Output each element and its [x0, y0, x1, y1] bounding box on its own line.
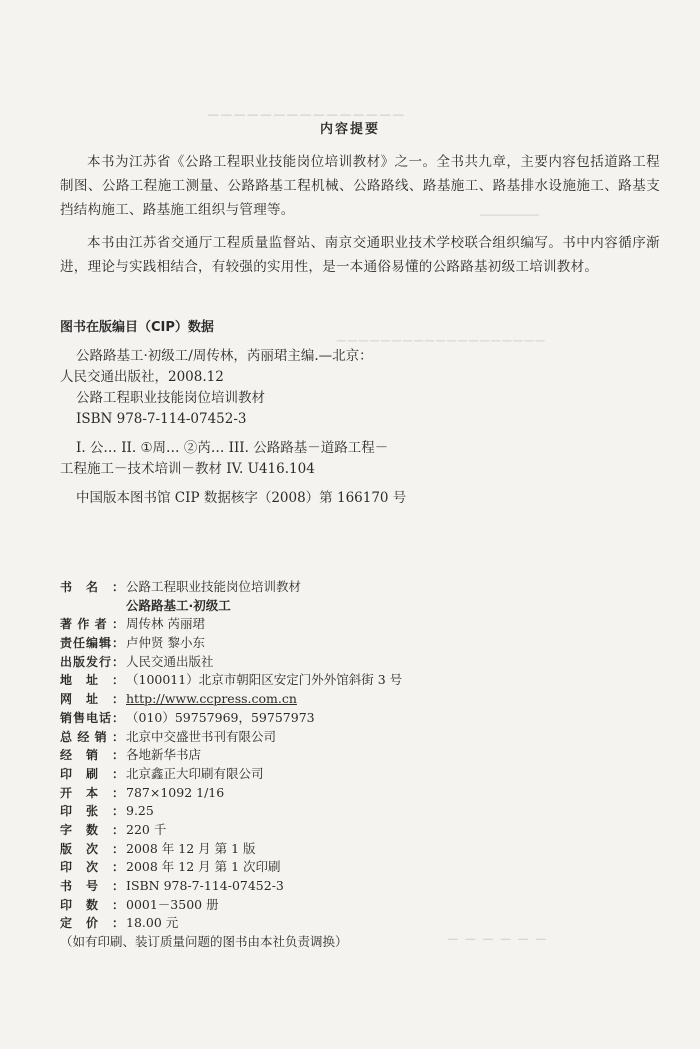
imprint-row-website [60, 690, 402, 709]
imprint-row-isbn [60, 877, 402, 896]
cip-line: 公路路基工·初级工/周传林，芮丽珺主编.—北京： [76, 348, 373, 364]
cip-line: 人民交通出版社，2008.12 [60, 369, 224, 385]
cip-line: 公路工程职业技能岗位培训教材 [76, 390, 265, 406]
imprint-label: 销 售 电 话 ： [60, 710, 124, 725]
imprint-value: 2008 年 12 月 第 1 次印刷 [126, 859, 281, 875]
cip-line: 工程施工－技术培训－教材 IV. U416.104 [60, 461, 315, 477]
imprint-block [60, 578, 402, 952]
summary-body [60, 150, 660, 288]
imprint-value: ISBN 978-7-114-07452-3 [126, 878, 284, 893]
summary-paragraph: 本书为江苏省《公路工程职业技能岗位培训教材》之一。全书共九章，主要内容包括道路工程制图、公路工程施工测量、公路路基工程机械、公路路线、路基施工、路基排水设施施工、路基支挡结构施工、路基施工组织与管理等。 [60, 154, 660, 218]
imprint-label: 书 号 ： [60, 879, 124, 893]
imprint-row-print-run [60, 896, 402, 915]
imprint-value: 北京中交盛世书刊有限公司 [126, 728, 277, 744]
imprint-value: 公路路基工·初级工 [126, 597, 231, 613]
cip-block [60, 346, 650, 509]
imprint-row-format [60, 784, 402, 803]
imprint-row-publisher [60, 653, 402, 672]
quality-note: （如有印刷、装订质量问题的图书由本社负责调换） [60, 934, 348, 950]
imprint-value: 北京鑫正大印刷有限公司 [126, 765, 264, 781]
imprint-label: 责 任 编 辑 ： [60, 636, 124, 651]
imprint-value: 卢仲贤 黎小东 [126, 635, 205, 651]
summary-title: 内容提要 [319, 122, 380, 137]
imprint-label: 开 本 ： [60, 785, 124, 800]
imprint-row-book-subtitle [60, 597, 402, 616]
imprint-row-authors [60, 615, 402, 634]
imprint-label: 字 数 ： [60, 822, 124, 837]
imprint-row-printer [60, 765, 402, 784]
imprint-label: 印 次 ： [60, 860, 124, 875]
imprint-label: 印 数 ： [60, 897, 124, 912]
imprint-row-sheets [60, 802, 402, 821]
imprint-label: 总 经 销 ： [60, 729, 124, 744]
imprint-value: 220 千 [126, 821, 167, 837]
imprint-value: 18.00 元 [126, 915, 179, 931]
imprint-value: （100011）北京市朝阳区安定门外外馆斜街 3 号 [126, 672, 403, 688]
bleed-through-text: ─────────────── [205, 106, 404, 126]
imprint-row-address [60, 671, 402, 690]
imprint-row-distributor [60, 728, 402, 747]
bleed-through-text: ─────── [480, 208, 540, 224]
imprint-label: 经 销 ： [60, 748, 124, 763]
bleed-through-text: ────── [440, 930, 546, 949]
imprint-value: 0001－3500 册 [126, 896, 219, 912]
bleed-through-text: ─────────────────── [335, 332, 545, 350]
imprint-label: 书 名 ： [60, 580, 124, 594]
imprint-label: 网 址 ： [60, 692, 124, 707]
imprint-label: 著 作 者 ： [60, 617, 124, 632]
imprint-row-sales-phone [60, 709, 402, 728]
imprint-label: 出 版 发 行 ： [60, 654, 124, 669]
cip-line: ISBN 978-7-114-07452-3 [76, 411, 247, 427]
imprint-value: 人民交通出版社 [126, 653, 214, 669]
imprint-label: 印 张 ： [60, 804, 124, 819]
cip-line: 中国版本图书馆 CIP 数据核字（2008）第 166170 号 [76, 490, 407, 506]
imprint-label: 定 价 ： [60, 916, 124, 931]
imprint-row-book-name [60, 578, 402, 597]
summary-paragraph: 本书由江苏省交通厅工程质量监督站、南京交通职业技术学校联合组织编写。书中内容循序渐进，理论与实践相结合，有较强的实用性，是一本通俗易懂的公路路基初级工培训教材。 [60, 235, 660, 275]
imprint-label: 版 次 ： [60, 841, 124, 856]
imprint-row-edition [60, 840, 402, 859]
imprint-row-editors [60, 634, 402, 653]
imprint-value: 787×1092 1/16 [126, 784, 225, 800]
imprint-label: 地 址 ： [60, 673, 124, 688]
imprint-value: 公路工程职业技能岗位培训教材 [126, 579, 302, 594]
cip-line: I. 公… II. ①周… ②芮… III. 公路路基－道路工程－ [76, 440, 389, 456]
imprint-label: 印 刷 ： [60, 766, 124, 781]
website-link[interactable]: http://www.ccpress.com.cn [126, 691, 297, 707]
imprint-row-retail [60, 746, 402, 765]
imprint-row-words [60, 821, 402, 840]
imprint-value: 周传林 芮丽珺 [126, 616, 205, 632]
imprint-value: 2008 年 12 月 第 1 版 [126, 840, 256, 856]
imprint-value: 各地新华书店 [126, 747, 202, 763]
imprint-row-price [60, 914, 402, 933]
cip-title: 图书在版编目（CIP）数据 [60, 320, 214, 335]
imprint-row-printing [60, 858, 402, 877]
imprint-value: （010）59757969，59757973 [126, 709, 315, 725]
imprint-value: 9.25 [126, 803, 154, 819]
